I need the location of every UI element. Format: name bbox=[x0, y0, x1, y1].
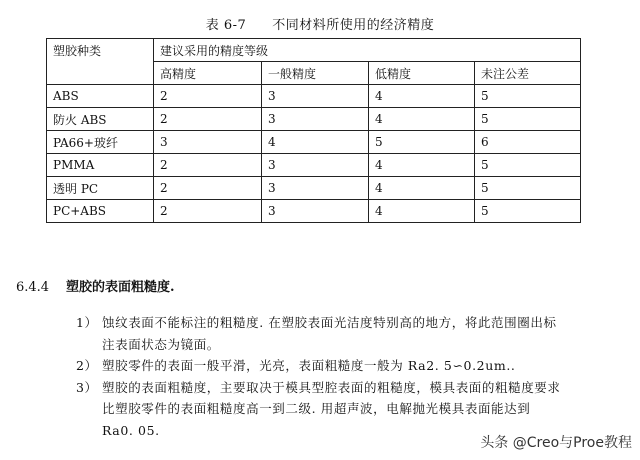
cell: 3 bbox=[262, 200, 369, 223]
caption-label: 表 6-7 bbox=[205, 18, 247, 33]
watermark: 头条 @Creo与Proe教程 bbox=[480, 435, 632, 451]
subheader-normal: 一般精度 bbox=[262, 62, 369, 85]
cell: 透明 PC bbox=[47, 177, 154, 200]
section-number: 6.4.4 bbox=[16, 280, 50, 295]
cell: 2 bbox=[154, 154, 262, 177]
cell: 4 bbox=[369, 85, 475, 108]
section-heading bbox=[16, 276, 175, 295]
cell: 2 bbox=[154, 85, 262, 108]
item-list bbox=[76, 312, 636, 441]
item-line: 注表面状态为镜面。 bbox=[102, 336, 220, 352]
cell: 3 bbox=[262, 154, 369, 177]
cell: 4 bbox=[262, 131, 369, 154]
subheader-untoleranced: 未注公差 bbox=[475, 62, 581, 85]
item-line: 比塑胶零件的表面粗糙度高一到二级. 用超声波，电解抛光模具表面能达到 bbox=[102, 401, 531, 416]
header-precision-group: 建议采用的精度等级 bbox=[154, 39, 581, 62]
cell: PC+ABS bbox=[47, 200, 154, 223]
item-line: Ra0. 05. bbox=[102, 422, 160, 438]
cell: PA66+玻纤 bbox=[47, 131, 154, 154]
cell: ABS bbox=[47, 85, 154, 108]
cell: 4 bbox=[369, 154, 475, 177]
cell: 4 bbox=[369, 177, 475, 200]
table-row bbox=[47, 131, 581, 154]
table-row bbox=[47, 154, 581, 177]
table-row bbox=[47, 200, 581, 223]
item-marker: 3） bbox=[76, 379, 98, 395]
table-row bbox=[47, 85, 581, 108]
cell: 2 bbox=[154, 177, 262, 200]
header-material: 塑胶种类 bbox=[47, 39, 154, 85]
cell: 防火 ABS bbox=[47, 108, 154, 131]
cell: 3 bbox=[262, 85, 369, 108]
cell: 4 bbox=[369, 200, 475, 223]
item-line: 塑胶的表面粗糙度，主要取决于模具型腔表面的粗糙度，模具表面的粗糙度要求 bbox=[102, 379, 561, 395]
list-item bbox=[76, 355, 636, 377]
table-caption bbox=[0, 14, 640, 33]
cell: 3 bbox=[262, 177, 369, 200]
cell: 5 bbox=[475, 200, 581, 223]
cell: 2 bbox=[154, 200, 262, 223]
cell: 5 bbox=[475, 154, 581, 177]
list-item bbox=[76, 312, 636, 355]
subheader-high: 高精度 bbox=[154, 62, 262, 85]
subheader-low: 低精度 bbox=[369, 62, 475, 85]
cell: 5 bbox=[475, 108, 581, 131]
precision-table bbox=[46, 38, 581, 223]
table-row bbox=[47, 108, 581, 131]
caption-text: 不同材料所使用的经济精度 bbox=[272, 18, 435, 33]
cell: 5 bbox=[475, 177, 581, 200]
cell: 3 bbox=[262, 108, 369, 131]
item-marker: 2） bbox=[76, 358, 98, 373]
cell: 4 bbox=[369, 108, 475, 131]
cell: 3 bbox=[154, 131, 262, 154]
cell: 5 bbox=[475, 85, 581, 108]
cell: 2 bbox=[154, 108, 262, 131]
section-title: 塑胶的表面粗糙度. bbox=[66, 280, 175, 295]
table-row bbox=[47, 177, 581, 200]
item-line: 塑胶零件的表面一般平滑，光亮，表面粗糙度一般为 Ra2. 5∽0.2um.. bbox=[102, 358, 516, 373]
item-line: 蚀纹表面不能标注的粗糙度. 在塑胶表面光洁度特别高的地方，将此范围圈出标 bbox=[102, 315, 557, 330]
item-marker: 1） bbox=[76, 315, 98, 330]
cell: 6 bbox=[475, 131, 581, 154]
cell: 5 bbox=[369, 131, 475, 154]
cell: PMMA bbox=[47, 154, 154, 177]
